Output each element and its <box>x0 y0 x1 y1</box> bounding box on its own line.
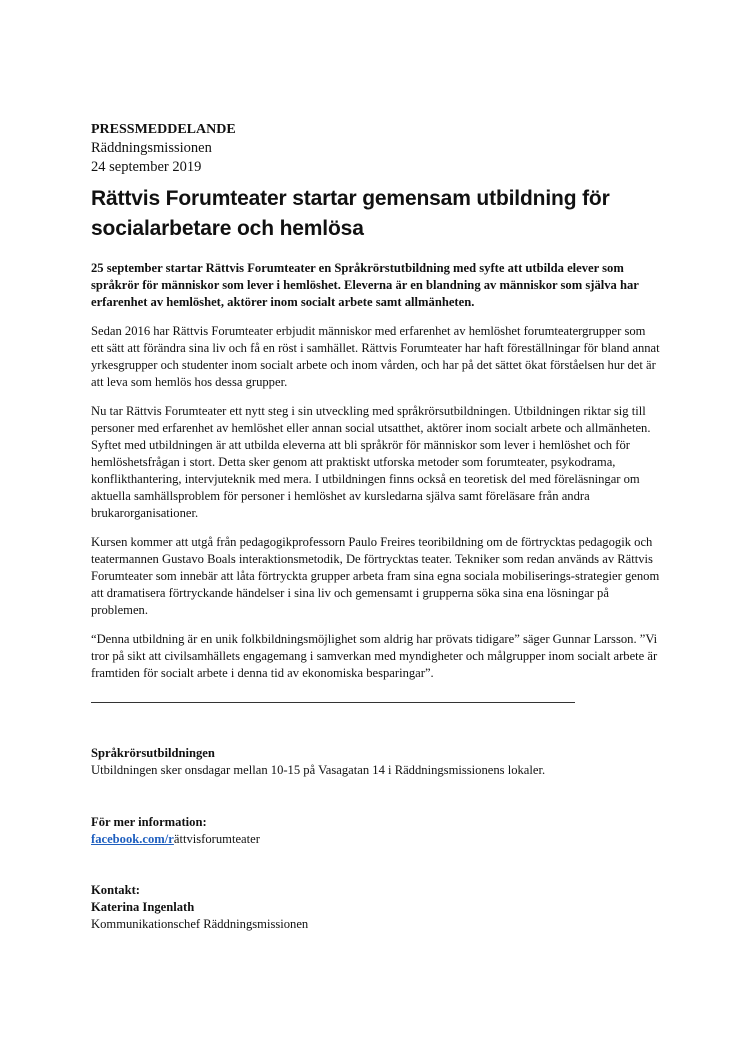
press-release-label: PRESSMEDDELANDE <box>91 122 236 137</box>
course-heading: Språkrörsutbildningen <box>91 746 215 760</box>
contact-name: Katerina Ingenlath <box>91 900 195 914</box>
body-paragraph-1: Sedan 2016 har Rättvis Forumteater erbjudit människor med erfarenhet av hemlöshet forumteatergrupper som ett sätt att förändra sina liv och få en röst i samhället. Rättvis Forumteater har haft föreställningar för bland annat yrkesgrupper och studenter inom socialt arbete och inom vården, och har på det sättet ökat förståelsen hur det är att leva som hemlös hos dessa grupper. <box>91 324 660 389</box>
lead-paragraph: 25 september startar Rättvis Forumteater en Språkrörstutbildning med syfte att utbilda elever som språkrör för människor som lever i hemlöshet. Eleverna är en blandning av människor som själva har erfarenhet av hemlöshet, aktörer inom socialt arbete samt allmänheten. <box>91 261 639 309</box>
contact-section <box>91 882 661 933</box>
more-info-link-line <box>91 831 661 848</box>
press-release <box>91 121 661 933</box>
body-paragraph-3: Kursen kommer att utgå från pedagogikprofessorn Paulo Freires teoribildning om de förtrycktas pedagogik och teatermannen Gustavo Boals interaktionsmetodik, De förtrycktas teater. Tekniker som redan används av Rättvis Forumteater som innebär att låta förtryckta grupper arbeta fram sina egna sociala mobiliserings-strategier genom att dramatisera förtryckande händelser i sina liv och gemensamt i grupperna söka sina ena lösningar på problemen. <box>91 535 660 617</box>
contact-heading: Kontakt: <box>91 883 140 897</box>
more-info-section <box>91 814 661 848</box>
headline: Rättvis Forumteater startar gemensam utbildning för socialarbetare och hemlösa <box>91 187 610 240</box>
facebook-link[interactable]: facebook.com/r <box>91 832 174 846</box>
contact-title: Kommunikationschef Räddningsmissionen <box>91 917 309 931</box>
organization-name: Räddningsmissionen <box>91 140 212 156</box>
more-info-heading: För mer information: <box>91 815 207 829</box>
body-paragraph-2: Nu tar Rättvis Forumteater ett nytt steg i sin utveckling med språkrörsutbildningen. Utbildningen riktar sig till personer med erfarenhet av hemlöshet eller annan social utsatthet, aktörer inom socialt arbete och allmänheten. Syftet med utbildningen är att utbilda eleverna att bli språkrör för människor som lever i hemlöshet och för hemlöshetsfrågan i stort. Detta sker genom att praktiskt utforska metoder som forumteater, psykodrama, konflikthantering, intervjuteknik med mera. I utbildningen finns också en teoretisk del med föreläsningar om aktuella samhällsproblem för personer i hemlöshet av kursledarna själva samt föreläsare från andra brukarorganisationer. <box>91 404 651 520</box>
release-date: 24 september 2019 <box>91 158 202 175</box>
body-paragraph-4: “Denna utbildning är en unik folkbildningsmöjlighet som aldrig har prövats tidigare” säger Gunnar Larsson. ”Vi tror på sikt att civilsamhällets engagemang i samverkan med myndigheter och målgrupper inom socialt arbete är framtiden för socialt arbete i denna tid av ekonomiska besparingar”. <box>91 632 658 680</box>
facebook-link-suffix: ättvisforumteater <box>173 832 260 846</box>
course-details: Utbildningen sker onsdagar mellan 10-15 på Vasagatan 14 i Räddningsmissionens lokaler. <box>91 763 546 777</box>
divider <box>91 702 575 703</box>
course-section <box>91 745 661 779</box>
